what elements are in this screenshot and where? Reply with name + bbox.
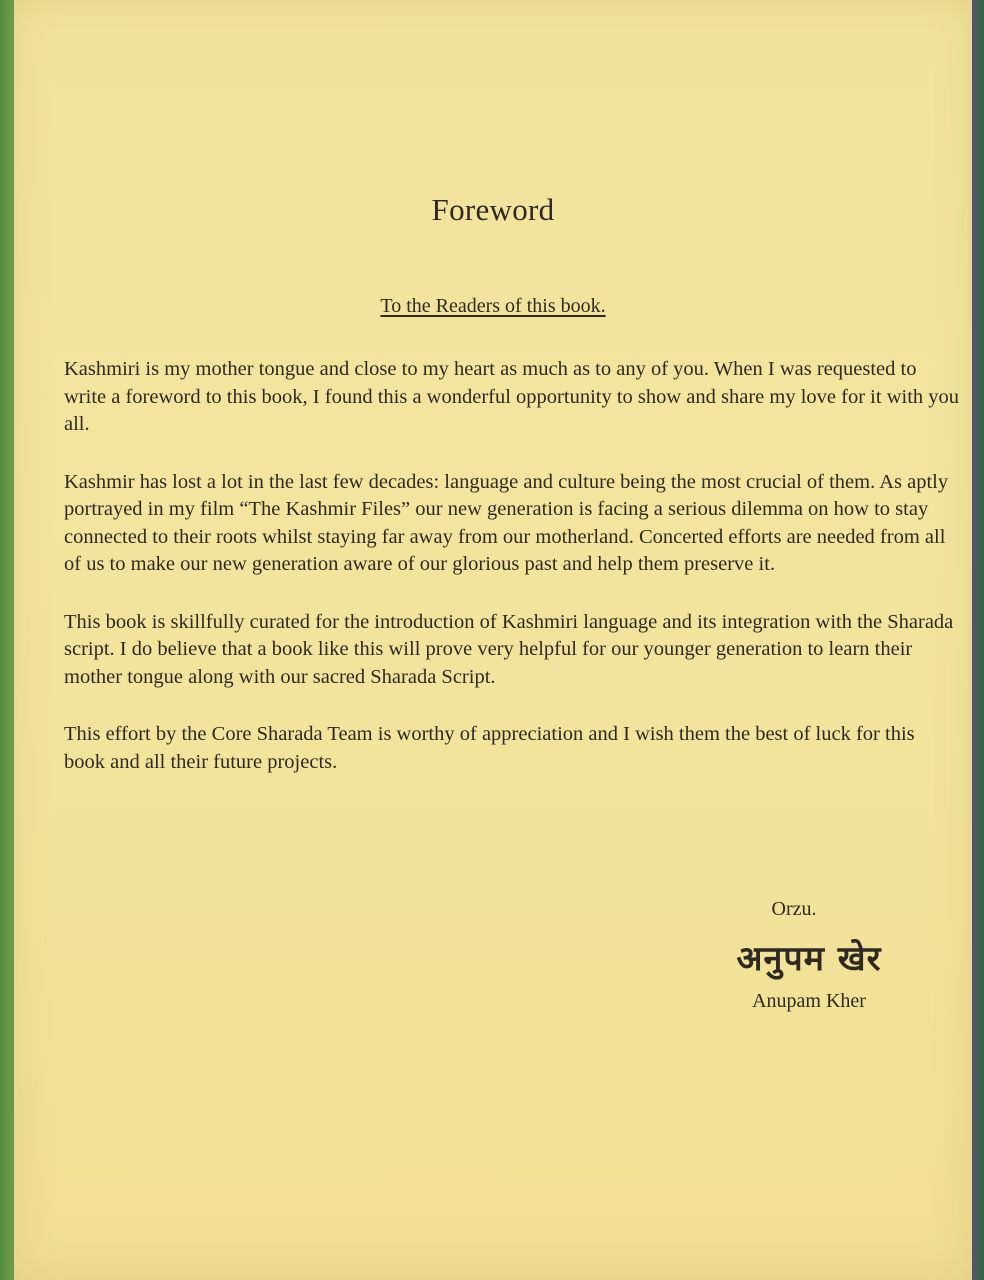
closing-word: Orzu. <box>771 898 817 920</box>
signature-sharada-script: अनुपम खेर <box>736 939 882 979</box>
author-name: Anupam Kher <box>752 990 866 1012</box>
foreword-body <box>64 356 959 806</box>
page-subtitle: To the Readers of this book. <box>380 295 606 317</box>
paragraph-1: Kashmiri is my mother tongue and close to my heart as much as to any of you. When I was requested to write a foreword to this book, I found this a wonderful opportunity to show and share my love for it with you all. <box>64 358 960 435</box>
page-title: Foreword <box>431 192 555 227</box>
paragraph-4: This effort by the Core Sharada Team is worthy of appreciation and I wish them the best of luck for this book and all their future projects. <box>64 723 915 773</box>
paragraph-2: Kashmir has lost a lot in the last few decades: language and culture being the most crucial of them. As aptly portrayed in my film “The Kashmir Files” our new generation is facing a serious dilemma on how to stay connected to their roots whilst staying far away from our motherland. Concerted efforts are needed from all of us to make our new generation aware of our glorious past and help them preserve it. <box>64 470 949 575</box>
book-page <box>14 0 972 1280</box>
paragraph-3: This book is skillfully curated for the introduction of Kashmiri language and its integration with the Sharada script. I do believe that a book like this will prove very helpful for our younger generation to learn their mother tongue along with our sacred Sharada Script. <box>64 610 954 688</box>
